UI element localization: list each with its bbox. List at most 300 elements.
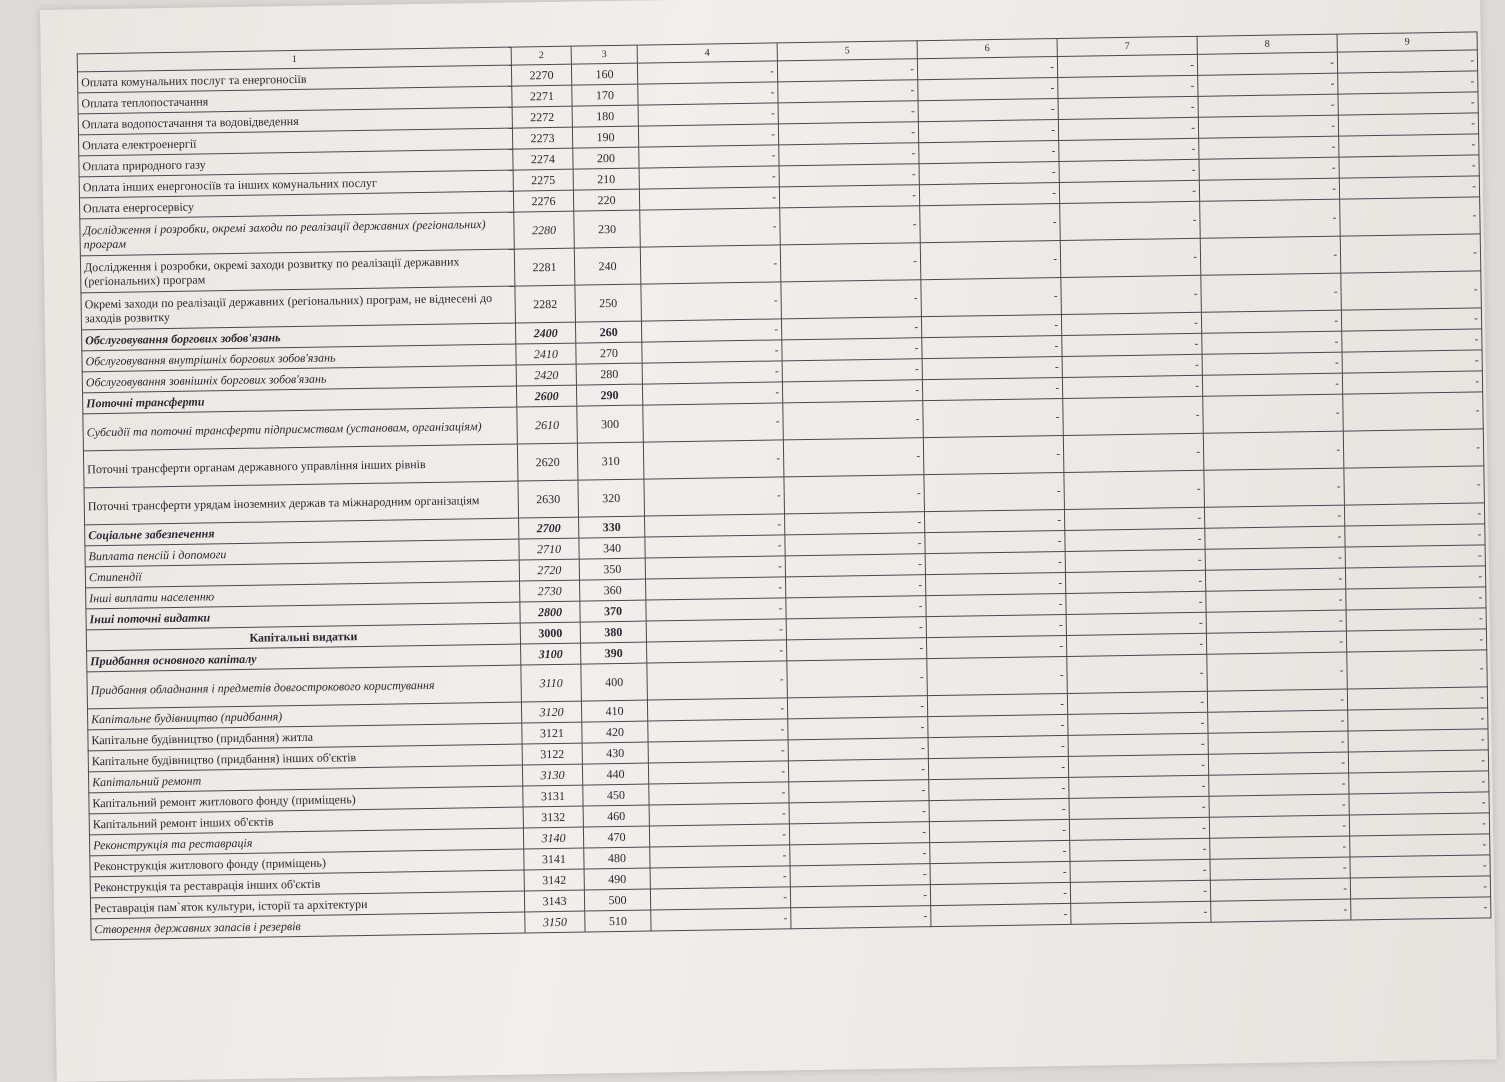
value-cell: -	[1210, 878, 1350, 901]
value-cell: -	[791, 906, 931, 929]
value-cell: -	[788, 717, 928, 740]
value-cell: -	[1338, 71, 1478, 94]
value-cell: -	[930, 861, 1070, 884]
value-cell: -	[1203, 431, 1344, 470]
expenditure-name: Дослідження і розробки, окремі заходи розвитку по реалізації державних (регіональних) програм	[80, 249, 515, 293]
expenditure-name: Реконструкція та реставрація	[89, 828, 523, 856]
kekv-code: 2272	[512, 106, 572, 128]
value-cell: -	[1058, 96, 1198, 119]
value-cell: -	[1348, 750, 1488, 773]
expenditure-name: Реставрація пам`яток культури, історії та архітектури	[90, 891, 524, 919]
line-code: 510	[585, 910, 651, 932]
value-cell: -	[639, 166, 779, 189]
value-cell: -	[781, 280, 922, 319]
kekv-code: 2700	[519, 517, 579, 539]
expenditure-name: Субсидії та поточні трансферти підприємствам (установам, організаціям)	[83, 407, 518, 451]
value-cell: -	[1348, 729, 1488, 752]
expenditure-name: Створення державних запасів і резервів	[91, 912, 525, 940]
value-cell: -	[1344, 466, 1485, 505]
value-cell: -	[789, 780, 929, 803]
expenditure-name: Реконструкція житлового фонду (приміщень)	[90, 849, 524, 877]
value-cell: -	[1066, 612, 1206, 635]
value-cell: -	[919, 141, 1059, 164]
value-cell: -	[790, 885, 930, 908]
value-cell: -	[927, 693, 1067, 716]
value-cell: -	[783, 438, 924, 477]
kekv-code: 3130	[522, 764, 582, 786]
value-cell: -	[918, 78, 1058, 101]
value-cell: -	[930, 840, 1070, 863]
kekv-code: 3100	[521, 643, 581, 665]
kekv-code: 2620	[517, 443, 578, 481]
value-cell: -	[1346, 629, 1486, 652]
line-code: 200	[573, 147, 639, 169]
value-cell: -	[1061, 275, 1202, 314]
value-cell: -	[1338, 113, 1478, 136]
value-cell: -	[917, 57, 1057, 80]
expenditure-name: Поточні трансферти	[83, 386, 517, 414]
value-cell: -	[1343, 429, 1484, 468]
value-cell: -	[783, 401, 924, 440]
value-cell: -	[926, 593, 1066, 616]
value-cell: -	[1338, 92, 1478, 115]
value-cell: -	[1202, 352, 1342, 375]
value-cell: -	[780, 206, 921, 245]
value-cell: -	[931, 903, 1071, 926]
kekv-code: 2720	[519, 559, 579, 581]
budget-expenditure-table	[77, 31, 1492, 940]
value-cell: -	[1061, 312, 1201, 335]
line-code: 450	[583, 784, 649, 806]
value-cell: -	[646, 598, 786, 621]
value-cell: -	[924, 472, 1065, 511]
value-cell: -	[1062, 333, 1202, 356]
expenditure-name: Виплата пенсій і допомоги	[85, 539, 519, 567]
expenditure-name: Оплата електроенергії	[78, 128, 512, 156]
value-cell: -	[786, 617, 926, 640]
value-cell: -	[1206, 610, 1346, 633]
value-cell: -	[640, 245, 781, 284]
expenditure-name: Оплата водопостачання та водовідведення	[78, 107, 512, 135]
line-code: 400	[581, 663, 648, 701]
column-number: 9	[1337, 32, 1477, 52]
value-cell: -	[922, 356, 1062, 379]
kekv-code: 2282	[515, 285, 576, 323]
value-cell: -	[638, 103, 778, 126]
value-cell: -	[1349, 792, 1489, 815]
kekv-code: 3143	[524, 890, 584, 912]
value-cell: -	[1065, 549, 1205, 572]
column-number: 4	[637, 43, 777, 63]
value-cell: -	[785, 533, 925, 556]
column-number: 6	[917, 39, 1057, 59]
value-cell: -	[1068, 754, 1208, 777]
expenditure-name: Поточні трансферти органам державного управління інших рівнів	[83, 444, 518, 488]
line-code: 280	[576, 363, 642, 385]
value-cell: -	[782, 380, 922, 403]
value-cell: -	[925, 572, 1065, 595]
value-cell: -	[1070, 859, 1210, 882]
expenditure-name: Стипендії	[85, 560, 519, 588]
value-cell: -	[1339, 176, 1479, 199]
value-cell: -	[1064, 470, 1205, 509]
value-cell: -	[646, 619, 786, 642]
line-code: 300	[577, 405, 644, 443]
line-code: 460	[583, 805, 649, 827]
value-cell: -	[790, 864, 930, 887]
line-code: 250	[575, 284, 642, 322]
expenditure-name: Інші виплати населенню	[86, 581, 520, 609]
value-cell: -	[1059, 138, 1199, 161]
value-cell: -	[650, 866, 790, 889]
value-cell: -	[649, 803, 789, 826]
line-code: 350	[579, 558, 645, 580]
value-cell: -	[1198, 94, 1338, 117]
value-cell: -	[786, 638, 926, 661]
value-cell: -	[923, 435, 1064, 474]
kekv-code: 2710	[519, 538, 579, 560]
value-cell: -	[1066, 633, 1206, 656]
line-code: 230	[574, 210, 641, 248]
line-code: 160	[571, 63, 637, 85]
value-cell: -	[641, 282, 782, 321]
value-cell: -	[928, 714, 1068, 737]
value-cell: -	[781, 317, 921, 340]
value-cell: -	[1203, 394, 1344, 433]
value-cell: -	[1204, 468, 1345, 507]
expenditure-name: Придбання обладнання і предметів довгострокового користування	[87, 665, 522, 709]
line-code: 210	[573, 168, 639, 190]
value-cell: -	[1344, 503, 1484, 526]
document-page	[40, 0, 1497, 1082]
line-code: 390	[581, 642, 647, 664]
line-code: 480	[584, 847, 650, 869]
value-cell: -	[1200, 236, 1341, 275]
value-cell: -	[1197, 52, 1337, 75]
line-code: 330	[579, 516, 645, 538]
value-cell: -	[1342, 371, 1482, 394]
value-cell: -	[1060, 201, 1201, 240]
value-cell: -	[1057, 54, 1197, 77]
expenditure-name: Капітальне будівництво (придбання) інших об'єктів	[88, 744, 522, 772]
line-code: 380	[580, 621, 646, 643]
value-cell: -	[1063, 396, 1204, 435]
value-cell: -	[1342, 350, 1482, 373]
value-cell: -	[1339, 155, 1479, 178]
value-cell: -	[1346, 608, 1486, 631]
value-cell: -	[778, 101, 918, 124]
value-cell: -	[647, 698, 787, 721]
line-code: 470	[583, 826, 649, 848]
expenditure-name: Обслуговування зовнішніх боргових зобов'язань	[82, 365, 516, 393]
value-cell: -	[1208, 731, 1348, 754]
value-cell: -	[1070, 880, 1210, 903]
value-cell: -	[928, 756, 1068, 779]
kekv-code: 2610	[517, 406, 578, 444]
value-cell: -	[790, 843, 930, 866]
kekv-code: 2280	[514, 211, 575, 249]
value-cell: -	[640, 208, 781, 247]
value-cell: -	[1058, 75, 1198, 98]
value-cell: -	[1068, 733, 1208, 756]
value-cell: -	[1205, 568, 1345, 591]
value-cell: -	[645, 535, 785, 558]
kekv-code: 2276	[513, 190, 573, 212]
value-cell: -	[919, 162, 1059, 185]
value-cell: -	[1351, 897, 1491, 920]
value-cell: -	[648, 740, 788, 763]
value-cell: -	[650, 887, 790, 910]
value-cell: -	[1349, 771, 1489, 794]
expenditure-name: Оплата комунальних послуг та енергоносіїв	[77, 65, 511, 93]
value-cell: -	[1205, 526, 1345, 549]
value-cell: -	[923, 398, 1064, 437]
value-cell: -	[1210, 836, 1350, 859]
value-cell: -	[1341, 271, 1482, 310]
value-cell: -	[1211, 899, 1351, 922]
value-cell: -	[782, 359, 922, 382]
value-cell: -	[1207, 652, 1348, 691]
column-number: 1	[77, 47, 511, 72]
value-cell: -	[642, 382, 782, 405]
kekv-code: 3000	[520, 622, 580, 644]
value-cell: -	[1199, 178, 1339, 201]
expenditure-name: Оплата теплопостачання	[78, 86, 512, 114]
value-cell: -	[1209, 815, 1349, 838]
expenditure-name: Капітальне будівництво (придбання)	[87, 702, 521, 730]
value-cell: -	[927, 656, 1068, 695]
kekv-code: 2273	[512, 127, 572, 149]
value-cell: -	[784, 475, 925, 514]
expenditure-name: Соціальне забезпечення	[85, 518, 519, 546]
value-cell: -	[643, 403, 784, 442]
value-cell: -	[922, 335, 1062, 358]
expenditure-name: Дослідження і розробки, окремі заходи по реалізації державних (регіональних) програм	[80, 212, 515, 256]
value-cell: -	[929, 777, 1069, 800]
value-cell: -	[1201, 310, 1341, 333]
value-cell: -	[789, 822, 929, 845]
line-code: 240	[574, 247, 641, 285]
value-cell: -	[1062, 354, 1202, 377]
value-cell: -	[649, 782, 789, 805]
value-cell: -	[1063, 433, 1204, 472]
value-cell: -	[779, 143, 919, 166]
expenditure-name: Капітальні видатки	[86, 623, 520, 651]
value-cell: -	[779, 164, 919, 187]
value-cell: -	[1207, 689, 1347, 712]
line-code: 440	[582, 763, 648, 785]
column-number: 5	[777, 41, 917, 61]
value-cell: -	[786, 596, 926, 619]
kekv-code: 2271	[512, 85, 572, 107]
value-cell: -	[929, 819, 1069, 842]
kekv-code: 2270	[511, 64, 571, 86]
kekv-code: 2400	[515, 322, 575, 344]
expenditure-name: Поточні трансферти урядам іноземних держав та міжнародним організаціям	[84, 481, 519, 525]
value-cell: -	[1350, 834, 1490, 857]
value-cell: -	[921, 277, 1062, 316]
expenditure-name: Капітальний ремонт житлового фонду (приміщень)	[89, 786, 523, 814]
column-number: 2	[511, 46, 571, 65]
value-cell: -	[1347, 650, 1488, 689]
line-code: 420	[582, 721, 648, 743]
value-cell: -	[638, 124, 778, 147]
value-cell: -	[777, 59, 917, 82]
value-cell: -	[645, 514, 785, 537]
kekv-code: 3122	[522, 743, 582, 765]
value-cell: -	[1343, 392, 1484, 431]
value-cell: -	[646, 577, 786, 600]
kekv-code: 2410	[516, 343, 576, 365]
line-code: 310	[577, 442, 644, 480]
kekv-code: 3141	[524, 848, 584, 870]
line-code: 490	[584, 868, 650, 890]
value-cell: -	[1337, 50, 1477, 73]
value-cell: -	[645, 556, 785, 579]
value-cell: -	[651, 908, 791, 931]
value-cell: -	[918, 120, 1058, 143]
value-cell: -	[638, 82, 778, 105]
value-cell: -	[778, 80, 918, 103]
value-cell: -	[1067, 654, 1208, 693]
value-cell: -	[644, 477, 785, 516]
kekv-code: 2281	[514, 248, 575, 286]
value-cell: -	[1065, 570, 1205, 593]
value-cell: -	[1198, 73, 1338, 96]
value-cell: -	[1059, 180, 1199, 203]
kekv-code: 2274	[513, 148, 573, 170]
expenditure-name: Капітальне будівництво (придбання) житла	[88, 723, 522, 751]
value-cell: -	[1069, 817, 1209, 840]
kekv-code: 2730	[520, 580, 580, 602]
value-cell: -	[1206, 631, 1346, 654]
value-cell: -	[1067, 691, 1207, 714]
line-code: 270	[576, 342, 642, 364]
line-code: 340	[579, 537, 645, 559]
value-cell: -	[925, 530, 1065, 553]
value-cell: -	[1064, 507, 1204, 530]
value-cell: -	[650, 845, 790, 868]
value-cell: -	[648, 719, 788, 742]
kekv-code: 3120	[521, 701, 581, 723]
value-cell: -	[1210, 857, 1350, 880]
value-cell: -	[1199, 136, 1339, 159]
value-cell: -	[918, 99, 1058, 122]
value-cell: -	[1208, 752, 1348, 775]
value-cell: -	[920, 241, 1061, 280]
expenditure-name: Придбання основного капіталу	[87, 644, 521, 672]
value-cell: -	[921, 314, 1061, 337]
value-cell: -	[919, 183, 1059, 206]
value-cell: -	[1340, 197, 1481, 236]
value-cell: -	[785, 554, 925, 577]
value-cell: -	[925, 551, 1065, 574]
expenditure-name: Оплата енергосервісу	[79, 191, 513, 219]
value-cell: -	[1345, 566, 1485, 589]
value-cell: -	[785, 512, 925, 535]
line-code: 190	[572, 126, 638, 148]
value-cell: -	[1198, 115, 1338, 138]
value-cell: -	[926, 614, 1066, 637]
value-cell: -	[778, 122, 918, 145]
kekv-code: 3150	[525, 911, 585, 933]
value-cell: -	[1349, 813, 1489, 836]
value-cell: -	[1339, 134, 1479, 157]
expenditure-name: Обслуговування внутрішніх боргових зобов'язань	[82, 344, 516, 372]
value-cell: -	[1202, 331, 1342, 354]
value-cell: -	[1062, 375, 1202, 398]
value-cell: -	[1068, 712, 1208, 735]
value-cell: -	[1201, 273, 1342, 312]
value-cell: -	[643, 440, 784, 479]
value-cell: -	[1205, 547, 1345, 570]
expenditure-name: Оплата інших енергоносіїв та інших комунальних послуг	[79, 170, 513, 198]
value-cell: -	[1346, 587, 1486, 610]
value-cell: -	[1206, 589, 1346, 612]
value-cell: -	[1070, 838, 1210, 861]
line-code: 320	[578, 479, 645, 517]
value-cell: -	[647, 661, 788, 700]
value-cell: -	[785, 575, 925, 598]
value-cell: -	[1345, 545, 1485, 568]
value-cell: -	[639, 187, 779, 210]
value-cell: -	[649, 824, 789, 847]
value-cell: -	[1345, 524, 1485, 547]
kekv-code: 3142	[524, 869, 584, 891]
value-cell: -	[1069, 796, 1209, 819]
value-cell: -	[1347, 687, 1487, 710]
value-cell: -	[1204, 505, 1344, 528]
value-cell: -	[1209, 794, 1349, 817]
line-code: 180	[572, 105, 638, 127]
value-cell: -	[1208, 710, 1348, 733]
value-cell: -	[647, 640, 787, 663]
value-cell: -	[1350, 855, 1490, 878]
value-cell: -	[922, 377, 1062, 400]
expenditure-name: Капітальний ремонт інших об'єктів	[89, 807, 523, 835]
value-cell: -	[789, 801, 929, 824]
expenditure-name: Інші поточні видатки	[86, 602, 520, 630]
column-number: 8	[1197, 34, 1337, 54]
value-cell: -	[1342, 329, 1482, 352]
value-cell: -	[788, 738, 928, 761]
value-cell: -	[788, 759, 928, 782]
value-cell: -	[641, 319, 781, 342]
line-code: 220	[573, 189, 639, 211]
value-cell: -	[1348, 708, 1488, 731]
line-code: 370	[580, 600, 646, 622]
value-cell: -	[642, 340, 782, 363]
value-cell: -	[787, 696, 927, 719]
expenditure-name: Оплата природного газу	[79, 149, 513, 177]
value-cell: -	[1350, 876, 1490, 899]
value-cell: -	[779, 185, 919, 208]
kekv-code: 2630	[518, 480, 579, 518]
value-cell: -	[1202, 373, 1342, 396]
line-code: 360	[580, 579, 646, 601]
expenditure-name: Обслуговування боргових зобов'язань	[82, 323, 516, 351]
line-code: 500	[584, 889, 650, 911]
expenditure-name: Капітальний ремонт	[88, 765, 522, 793]
kekv-code: 2420	[516, 364, 576, 386]
value-cell: -	[926, 635, 1066, 658]
value-cell: -	[782, 338, 922, 361]
value-cell: -	[639, 145, 779, 168]
value-cell: -	[1209, 773, 1349, 796]
value-cell: -	[780, 243, 921, 282]
value-cell: -	[1069, 775, 1209, 798]
value-cell: -	[1199, 157, 1339, 180]
